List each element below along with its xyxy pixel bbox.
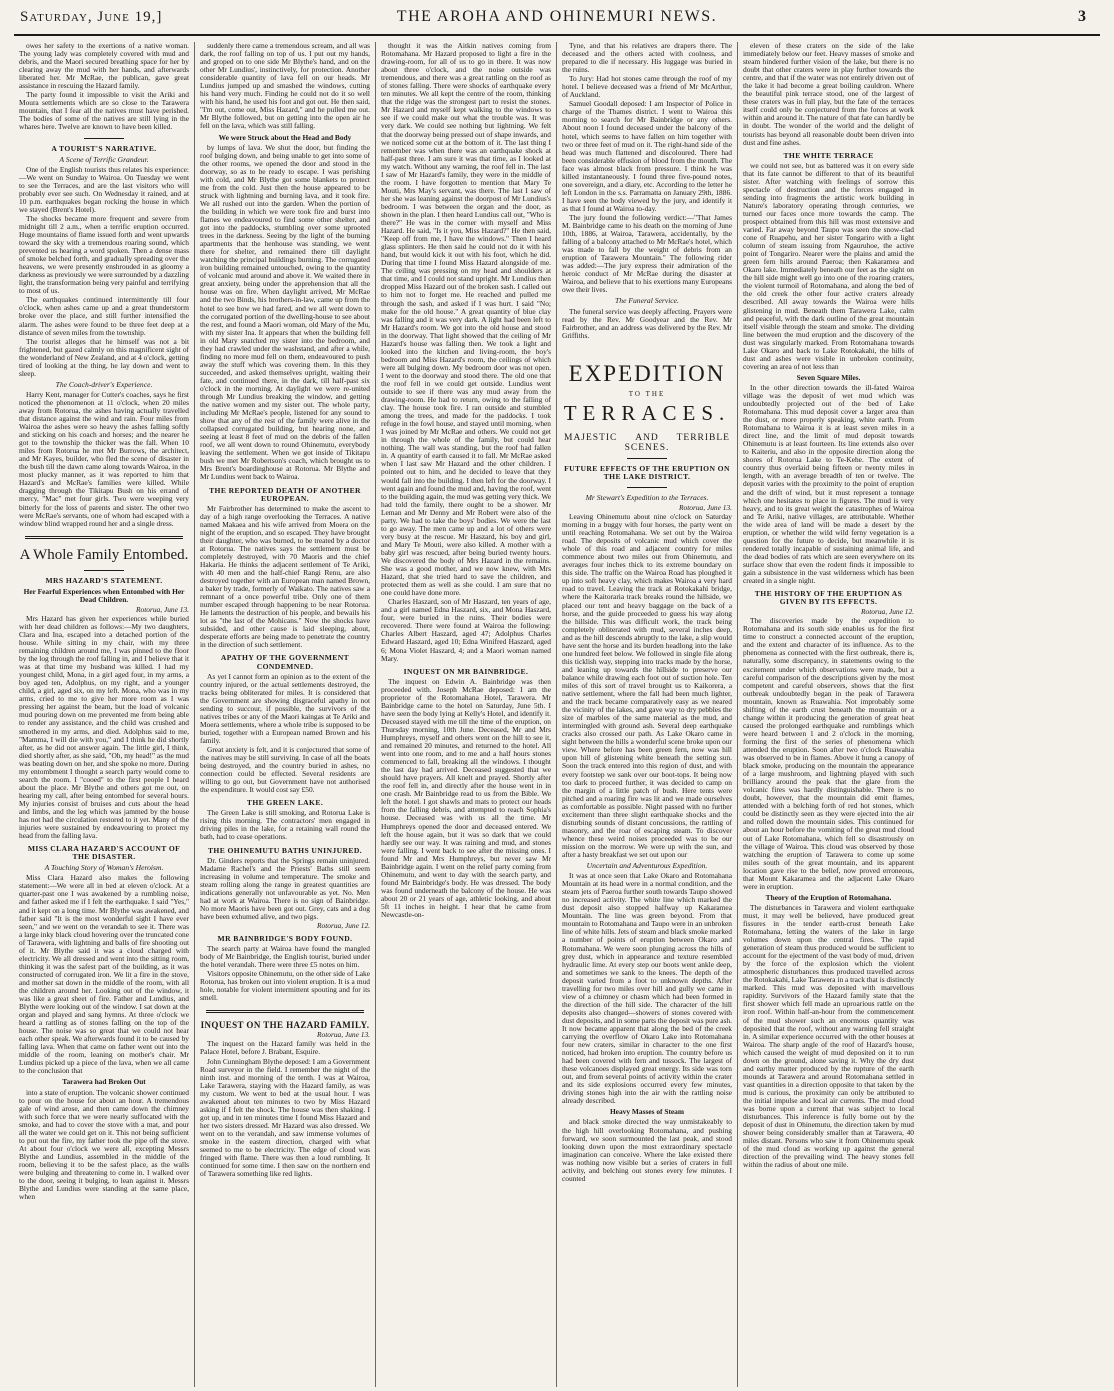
paragraph: eleven of these craters on the side of the lake immediately below our feet. Heavy masses of smoke and steam hindered further vision of the lake, but there is no doubt that other craters were in play further towards the centre, and that if the water was not entirely driven out of the lake it had become a great boiling cauldron. Where the beautiful pink terrace stood, one of the largest of these craters was in full play, but the fate of the terraces itself could only be conjectured from the forces at work within and around it. The nature of that fate can hardly be in doubt. The wonder of the world and the delight of tourists has beyond all reasonable doubt been driven into dust and fine ashes.	[743, 42, 914, 147]
paragraph: Miss Clara Hazard also makes the following statement:—We were all in bed at eleven o'clock. At a quarter-past one I was awakened by a rumbling noise, and father asked me if I felt the earthquake. I said "Yes," and it kept on a long time. Mr Blythe was awakened, and father said "It is the most wonderful sight I have ever seen," and we went on the verandah to see it. There was a large inky black cloud hovering over the truncated cone of Tarawera, with lightning and balls of fire shooting out of it. Mr Blythe said it was a cloud charged with electricity. We all dressed and went into the sitting room, thinking it was the safest part of the building, as it was constructed of corrugated iron. We lit a fire in the stove, and mother sat down in the middle of the room, with all the children around her. Looking out of the window, it was like a great sheet of fire. Father and Lundius, and Blythe were looking out of the window. I sat down at the organ and played and sang hymns. At three o'clock we heard a rattling as of stones falling on the top of the house. The noise was so great that we could not hear each other speak. We afterwards found it to be caused by falling lava. When that came on father went out into the middle of the room, leaning on mother's chair. Mr Lundius picked up a piece of the lava, when we all came to the conclusion that	[19, 873, 189, 1076]
paragraph: The earthquakes continued intermittently till four o'clock, when ashes came up and a great thunderstorm broke over the place, and still further intensified the alarm. The ashes were found to be three feet deep at a distance of seven miles from the township.	[19, 295, 189, 337]
subheading: A Scene of Terrific Grandeur.	[59, 154, 149, 164]
expedition-headline	[562, 360, 732, 452]
paragraph: The jury found the following verdict:—"That James M. Bainbridge came to his death on the morning of June 10th, 1886, at Wairoa, Tarawera, accidentally, by the falling of a balcony attached to Mr McRae's hotel, which was made to fall by the weight of debris from an eruption of Tarawera Mountain." The following rider was added:—The jury express their admiration of the heroic conduct of Mr McRae during the disaster at Wairoa, and believe that to his exertions many Europeans owe their lives.	[562, 212, 732, 295]
expedition-title: EXPEDITION	[568, 360, 726, 386]
paragraph: The Green Lake is still smoking, and Rotorua Lake is rising this morning. The contractors' men engaged in driving piles in the lake, for a retaining wall round the bath, had to cease operations.	[200, 808, 370, 842]
paragraph: Leaving Ohinemutu about nine o'clock on Saturday morning in a buggy with four horses, the party went on until reaching Rotomahana. We set out by the Wairoa road. The deposits of volcanic mud which cover the whole of this road and adjacent country for miles commence about two miles out from Ohinemutu, and averages four inches thick to its extreme boundary on this side. The traffic on the Wairoa Road has ploughed it up into soft heavy clay, which makes Wairoa a very hard road to travel. Leaving the track at Rotokakahi bridge, where the Kaitoraria track breaks round the hillside, we placed our tent and heavy baggage on the back of a horse, and the guide proceeded to guess his way along the hillside. This was difficult work, the track being completely obliterated with mud, several inches deep, and as the hill descends abruptly to the lake, a slip would have sent the horse and its burden headlong into the lake one hundred feet below. We followed in single file along this ticklish way, stepping into tracks made by the horse, and leaning up towards the hillside to preserve our balance while drawing each foot out of suction hole. Ten miles of this sort of travel brought us to Kaikorera, a native settlement, where the fall had been much lighter, and the track became comparatively easy as we neared the vicinity of the lakes, and gave way to dry pebbles the size of marbles of the same material as the mud, and intermingled with ground ash. Several deep earthquake cracks also crossed our path. As Lake Okaro came in sight between the hills a wonderful scene broke upon our view. Where before has been green fern, now was hill upon hill of glistening white beneath the setting sun. Soon the track entered into this region of dust, and with every footstep we sank over our boot-tops. It being now too dark to proceed further, it was decided to camp on the margin of a little patch of bush. Here tents were pitched and a roaring fire was lit and we made ourselves as comfortable as possible. Night passed with no further excitement than three slight earthquake shocks and the disturbing sounds of distant concussions, the rattling of masonry, and the roar of escaping steam. To discover whence these weird noises proceeded was to be our mission on the morrow. We were up with the sun, and after a hasty breakfast we set out upon our	[562, 512, 732, 859]
paragraph: Dr. Ginders reports that the Springs remain uninjured. Madame Rachel's and the Priests' Baths still seem increasing in volume and temperature. The smoke and steam rolling along the range in greatest quantities are indications generally not unfavourable as yet. No. Men had at work at Wairoa. There is no sign of Bainbridge. No more Maoris have been got out. Grey, cats and a dog have been exhumed alive, and two pigs.	[200, 855, 370, 921]
section-heading: A TOURIST'S NARRATIVE.	[51, 143, 157, 153]
subtitle-word: MAJESTIC	[564, 432, 618, 443]
expedition-subtitle	[562, 434, 732, 442]
masthead	[0, 0, 1114, 38]
subheading: Mr Stewart's Expedition to the Terraces.	[585, 492, 709, 502]
section-heading: THE HISTORY OF THE ERUPTION AS GIVEN BY ITS EFFECTS.	[754, 589, 903, 607]
subheading: Seven Square Miles.	[796, 372, 861, 382]
dateline: Rotorua, June 13.	[136, 604, 189, 614]
paragraph: One of the English tourists thus relates his experience:—We went on Sunday to Wairoa. On Tuesday we went to see the Terraces, and are the last visitors who will probably ever see such. On Wednesday it rained, and at 10 p.m. earthquakes began rocking the house in which we stayed (Brent's Hotel).	[19, 164, 189, 214]
paragraph: The inquest on the Hazard family was held in the Palace Hotel, before J. Brabant, Esquire.	[200, 1039, 370, 1057]
section-heading: FUTURE EFFECTS OF THE ERUPTION ON THE LAKE DISTRICT.	[564, 463, 730, 481]
paragraph: into a state of eruption. The volcanic shower continued to pour on the house for about an hour. A tremendous gale of wind arose, and then came down the chimney with such force that we were nearly suffocated with the smoke, and had to cover the stove with a mat, and pour all the water we could get on it. This not being sufficient to put out the fire, my father took the pipe off the stove. At about four o'clock we were all, excepting Messrs Blythe and Lundius, assembled in the middle of the room, believing it to be the safest place, as the walls were bulging and threatening to come in. I walked over to the door, seeing it bulging, to lean against it. Messrs Blythe and Lundius were standing at the same place, when	[19, 1087, 189, 1202]
headline: A Whole Family Entombed.	[19, 546, 189, 563]
subheading: We were Struck about the Head and Body	[218, 132, 352, 142]
newspaper-title: THE AROHA AND OHINEMURI NEWS.	[396, 8, 718, 25]
paragraph: It was at once seen that Lake Okaro and Rotomahana Mountain at its head were in a normal condition, and the steam jets of Paeroa further south towards Taupo showed no increased activity. The white line which marked the dust deposit also stopped halfway up Kakaramea Mountain. The line was green beyond. From that mountain to Rotomahana and Taupo were in an unbroken line of white hills. Jets of steam and black smoke marked a number of points of eruption between Okaro and Rotomahana. We were soon plunging across the hills of grey dust, which in appearance and texture resembled hydraulic lime. At every step our boots went ankle deep, and sometimes we sank to the knees. The depth of the deposit varied from a foot to unknown depths. After travelling for two miles over hill and gully we came in view of a chimney or chasm which had been formed in the direction of the hill side. The character of the hill deposits also changed—showers of stones covered with dust deposits, and in some parts the deposit was pure ash. It now became apparent that along the bed of the creek carrying the overflow of Okaro Lake into Rotomahana four new craters, similar in character to the one first noticed, had broken into eruption. The country before us had been covered with fern and tussock. The largest of these volcanoes displayed great energy. Its side was torn out, and from several points of activity within the crater and its side explosions occurred every few minutes, driving stones high into the air with the rattling noise already described.	[562, 871, 732, 1106]
section-heading: THE REPORTED DEATH OF ANOTHER EUROPEAN.	[209, 485, 361, 503]
paragraph: Mr Fairbrother has determined to make the ascent to day of a high range overlooking the Terraces. A native named Makaea and his wife arrived from Moera on the night of the eruption, and so escaped. They have brought their daughter, who was burned, to be treated by a doctor at Rotorua. The natives says the settlement must be completely destroyed, with 70 Maoris and the chief Hakaria. He thinks the adjacent settlement of Te Ariki, with 40 men and the half-chief Rangi Renu, are also destroyed together with an European man named Brown, a baker by trade, formerly of Waikato. The natives saw a remnant of a once powerful tribe. Only one of them number escaped through happening to be near Rotorua. He laments the destruction of his people, and bewails his lot as "the last of the Mohicans." Now the shocks have subsided, and other cause is laid sleeping, about, desperate efforts are being made to penetrate the country in the direction of such settlement.	[200, 503, 370, 650]
section-heading: INQUEST ON THE HAZARD FAMILY.	[200, 1020, 370, 1031]
paragraph: John Cunningham Blythe deposed: I am a Government Road surveyor in the field. I remember the night of the ninth inst. and morning of the tenth. I was at Wairoa, Lake Tarawera, staying with the Hazard family, as was my custom. We went to bed at the usual hour. I was awakened about ten minutes to two by Miss Hazard asking if I felt the shock. The house was then shaking. I got up, and in ten minutes time I found Miss Hazard and her two sisters dressed. Mr Hazard was also dressed. We went on to the verandah, and saw immense volumes of smoke in the eastern direction, charged with what seemed to me to be electricity. The edge of cloud was fringed with flame. There was then a loud rumbling. It continued for some time. I then saw on the northern end of Tarawera something like red lights.	[200, 1056, 370, 1179]
paragraph: Great anxiety is felt, and it is conjectured that some of the natives may be still surviving. In case of all the boats being destroyed, and the country buried in ashes, no connection could be effected. Several residents are willing to go out, but Government have not authorised the expenditure. It would cost say £50.	[200, 744, 370, 795]
paragraph: suddenly there came a tremendous scream, and all was dark, the roof falling on top of us. I put out my hands, and groped on to one side Mr Blythe's hand, and on the other Mr Lundius', instinctively, for protection. Another considerable quantity of lava fell on our heads. Mr Lundius jumped up and smashed the windows, cutting his hand very much. Finding he could not do it so well with his hand, he used his foot and got out. He then said, "I'm out, come out, Miss Hazard," and he pulled me out. Mr Blythe followed, but on getting into the open air he fell on the lava, which was still falling.	[200, 42, 370, 131]
column-5	[738, 42, 919, 1387]
paragraph: owes her safety to the exertions of a native woman. The young lady was completely covered with mud and debris, and the Maori secured breathing space for her by clearing away the mud with her hands, and afterwards liberated her. Mr McRae, the publican, gave great assistance in rescuing the Hazard family.	[19, 42, 189, 91]
paragraph: Charles Haszard, son of Mr Haszard, ten years of age, and a girl named Edna Haszard, six, and Mona Haszard, four, were buried in the ruins. Their bodies were recovered. There were found at Wairoa the following: Charles Albert Haszard, aged 47; Adolphus Charles Edward Haszard, aged 10; Edna Winifred Haszard, aged 6; Mona Violet Haszard, 4; and a Maori woman named Mary.	[381, 597, 551, 663]
divider	[627, 487, 667, 488]
paragraph: Harry Kent, manager for Cutter's coaches, says he first noticed the phenomenon at 11 o'clock, when 20 miles away from Rotorua, the ashes having actually travelled that distance against the wind and rain. Four miles from Wairoa the ashes were so heavy the ashes falling softly and sticking on his coach and horses; and the nearer he got to the township the thicker was the fall. When 10 miles from Rotorua he met Mr Burrows, the architect, and Mr Kayes, builder, who fled the scene of disaster in the bush till the dawn came along towards Wairoa, in the most plucky manner, as it was reported to him that Hazard's and McRae's families were killed. While dragging through the Tikitapu Bush on his errand of mercy, "Mac" met four girls. Two were weeping very bitterly for the loss of parents and sister. The other two were McRae's servants, one of whom had escaped with a window blind wrapped round her and a single dress.	[19, 389, 189, 528]
issue-date: Saturday, June 19,]	[20, 9, 163, 25]
section-heading: THE WHITE TERRACE	[783, 150, 874, 160]
subheading: Tarawera had Broken Out	[62, 1077, 146, 1087]
paragraph: Tyne, and that his relatives are drapers there. The deceased and the others acted with coolness, and prepared to die if necessary. His luggage was buried in the ruins.	[562, 42, 732, 75]
section-heading: THE OHINEMUTU BATHS UNINJURED.	[207, 845, 363, 855]
page-number: 3	[1078, 8, 1086, 25]
subheading: Her Fearful Experiences when Entombed with Her Dead Children.	[23, 586, 185, 604]
paragraph: The disturbances in Tarawera and violent earthquake must, it may well be believed, have produced great fissures in the tender earth-crust beneath Lake Rotomahana, letting the waters of the lake in large volumes down upon the central fires. The rapid generation of steam thus produced would be sufficient to account for the ejectment of the vast body of mud, driven by the force of the explosion which the violent atmospheric disturbances thus produced travelled across the Rotokakahi, Lake Tarawera in a track that is distinctly marked. This mud was deposited with marvellous rapidity. Survivors of the Hazard family state that the first shower which fell made an uproarious rattle on the iron roof. Within half-an-hour from the commencement of the mud shower such an enormous quantity was deposited that the roof, without any warning fell straight in. A similar experience occurred with the other houses at Wairoa. The sharp angle of the roof of Hazard's house, which caused the weight of mud deposited on it to run down on the ground, alone saving it. Why the dry dust and earthy matter produced by the rupture of the earth mounds at Tarawera and around Rotomahana settled in vast quantities in a direction opposite to that taken by the mud is curious, the proximity can only be attributed to the initial impulse and local air currents. The mud cloud was borne upon a current that was subject to local disturbances. This inference is fully borne out by the deposit of dust in Ohinemutu, the direction taken by mud shower being considerably smaller than at Tarawera, 40 miles distant. Persons who saw it from Ohinemutu speak of the mud cloud as working up against the general direction of the prevailing wind. The heavy stones fell within the radius of about one mile.	[743, 902, 914, 1170]
subheading: Theory of the Eruption of Rotomahana.	[765, 892, 892, 902]
paragraph: The inquest on Edwin A. Bainbridge was then proceeded with. Joseph McRae deposed: I am the proprietor of the Rotomahana Hotel, Tarawera. Mr Bainbridge came to the hotel on Saturday, June 5th. I have seen the body lying at Kelly's Hotel, and identify it. Deceased stayed with me till the time of the eruption, on Thursday morning, 10th June. Deceased, Mr and Mrs Humphreys, myself and others went on the hill to see it, and remained 20 minutes, and returned to the hotel. All went into one room, and to me and a half hours stones commenced to fall, breaking all the windows. I thought the last day had arrived. Deceased suggested that we should have prayers. All knelt and prayed. Shortly after the roof fell in, and directly after the house went in in one crash. Mr Bainbridge read to us from the Bible. We left the hotel. I got shawls and mats to protect our heads from the falling debris, and attempted to reach Sophia's house. Deceased was with us all the time. Mr Humphreys opened the door and deceased entered. We left the house again, but it was so dark that we could hardly see our way. It was raining and mud, and stones were falling. I went back to see after the missing ones. I found Mr and Mrs Humphreys, but never saw Mr Bainbridge again. I went on the relief party coming from Ohinemutu, and went to day with the search party, and found Mr Bainbridge's body. He was dressed. The body was found underneath the balcony of the house. He was about 20 or 21 years of age, athletic looking, and about 5ft 11 inches in height. I hear that he came from Newcastle-on-	[381, 676, 551, 920]
paragraph: The party found it impossible to visit the Ariki and Moura settlements which are so close to the Tarawera mountain, that I fear all the natives must have perished. The bodies of some of the natives are still lying in the whares here. Twelve are known to have been killed.	[19, 90, 189, 132]
paragraph: The funeral service was deeply affecting. Prayers were read by the Rev. Mr Goodyear and the Rev. Mr Fairbrother, and an address was delivered by the Rev. Mr Griffiths.	[562, 306, 732, 340]
dateline: Rotorua, June 12.	[861, 607, 914, 617]
section-heading: MRS HAZARD'S STATEMENT.	[45, 575, 163, 585]
paragraph: In the other direction towards the ill-fated Wairoa village was the deposit of wet mud which was undoubtedly projected out of the bed of Lake Rotomahana. This mud deposit cover a larger area than the dust, or more properly speaking, white earth. From Rotomahana to Wairoa it is at least seven miles in a direct line, and the limit of mud deposit towards Ohinemutu is at least fourteen. Its line extends also over to Kaiteriu, and also in the opposite direction along the shores of Rotorua Lake to Te-Kehe. The extent of country thus overlaid being fifteen or twenty miles in length, with an average breadth of ten or twelve. The deposit varies with the proximity to the point of eruption and the drift of wind, but it must represent a tonnage which one hesitates to place in figures. The mud is very heavy, and to its great weight the catastrophes of Wairoa and Te Ariki, native villages, are attributable. Whether the wide area of land will be made a desert by the eruption, or whether the wild wild ferny vegetation is a question for the future to decide, but meanwhile it is rendered totally incapable of sustaining animal life, and the dead bodies of rats which are seen everywhere on its surface show that even the rodent finds it impossible to gain a subsistence in the vast wilderness which has been created in a single night.	[743, 382, 914, 586]
column-2	[195, 42, 376, 1387]
subheading: The Coach-driver's Experience.	[55, 379, 153, 389]
subheading: A Touching Story of Woman's Heroism.	[44, 863, 164, 873]
article-columns	[14, 42, 1100, 1387]
subheading: Heavy Masses of Steam	[609, 1107, 685, 1117]
masthead-rule	[14, 34, 1100, 36]
expedition-terraces: TERRACES.	[563, 400, 731, 425]
divider	[84, 138, 124, 139]
divider	[627, 458, 667, 459]
section-heading: MISS CLARA HAZARD'S ACCOUNT OF THE DISASTER.	[27, 844, 181, 862]
double-divider	[25, 536, 183, 539]
subtitle-word: TERRIBLE	[676, 432, 730, 443]
expedition-scenes: SCENES.	[624, 442, 670, 453]
paragraph: Mrs Hazard has given her experiences while buried with her dead children as follows:—My two daughters, Clara and Ina, escaped into a detached portion of the house. While sitting in my chair, with my three remaining children around me, I was pinned to the floor by the log through the roof falling in, and I believe that it was at that time my husband was killed. I had my youngest child, Mona, in a girl aged four, in my arms, a boy aged ten, Adolphus, on my right, and a younger child, a girl, aged six, on my left. Mona, who was in my arms, cried to me to give her more room as I was pressing her against the beam, but the load of volcanic mud pouring down on me prevented me from being able to render any assistance, and the child was crushed and smothered in my arms, and died. Adolphus said to me, "Mamma, I will die with you," and I think he did shortly after, as he did not answer again. The little girl, I think, died shortly after, as she said, "Oh, my head!" as the mud was beating down on her, and she spoke no more. During my entombment I thought a search party would come to search the room. I "cooed" to the first people I heard about the place. Mr Blythe and others got me out, on hearing my call, after being entombed for several hours. My injuries consist of bruises and cuts about the head and limbs, and the leg which was jammed by the house has not had the circulation restored to it yet. Many of the injuries were sustained by endeavouring to protect my head from the falling lava.	[19, 613, 189, 841]
column-4	[557, 42, 738, 1387]
paragraph: The shocks became more frequent and severe from midnight till 2 a.m., when a terrific eruption occurred. Huge mountains of flame issued forth and went upwards toward the sky with a tremendous roaring sound, which prevented us hearing a word spoken. Then a dense mass of smoke belched forth, and gradually spreading over the heavens, we were presently enshrouded in as gloomy a darkness as previously we were surrounded by a dazzling light, the transformation being very painful and terrifying to most of us.	[19, 213, 189, 296]
double-divider	[206, 1010, 364, 1013]
paragraph: thought it was the Aitkin natives coming from Rotomahana. Mr Hazard proposed to light a fire in the drawing-room, for all of us to go in there. It was now about three o'clock, and the noise outside was tremendous, and there was a great rattling on the roof as of stones falling. There were shocks of earthquake every ten minutes. We all kept the centre of the room, thinking that the ridge was the strongest part to resist the stones. Mr Hazard and myself kept walking to the windows to see if we could make out what the trouble was. It was very dark. We could see nothing but lightning. We felt that the doorway being pressed out of shape inwards, and we noticed some cut at the bottom of it. The last thing I remember was when there was an earthquake shock at half-past three. I am sure it was that time, as I looked at my watch. Without any warning, the roof fell in. The last I saw of Mr Hazard's family, they were in the middle of the room. I have forgotten to mention that Mary Te Mouti, Mrs May's servant, was there. The last I saw of her she was leaning against the doorpost of Mr Lundius's bedroom. I was between the organ and the door, as shown in the plan. I then heard Lundius call out, "Who is there?" He was in the corner with myself and Miss Hazard. He said, "Is it you, Miss Hazard?" He then said, "Keep off from me, I have the windows." Then I heard glass splinters. He then said he could not do it with his hand, but would kick it out with his foot, which he did. During that time I found Miss Hazard alongside of me. The ceiling was pressing on my head and shoulders at that time, and I could not stand upright. Mr Lundius then dropped Miss Hazard out of the broken sash. I called out to him not to forget me. He reached and pulled me through the sash, and asked if I was hurt. I said "No; make for the old house." A great quantity of blue clay was falling and it was very dark. A light had been left to Mr Hazard's room. We got into the old house and stood in the doorway. That light showed that the ceiling of Mr Hazard's house was falling then. We took a light and looked into the kitchen and living-room, the boy's bedroom and Miss Hazard's room, the ceilings of which were all bulging down. My bedroom door was not open. I went to the doorway and stood there. The old one that the roof fell in we could get outside. Lundius went outside to see if there was any mud away from the drawing-room. He had to return, owing to the falling of clay. The house took fire. I ran outside and stumbled among the trees, and made for the paddocks. I took refuge in the fowl house, and stayed until morning, when I was joined by Mr McRae and others. We could not get in through the whole of the family, but could hear nothing. The wall was standing, but the roof had fallen in. A quantity of earth caused it to fall. Mr McRae asked when I last saw Mr Hazard and the other children. I pointed out to him, and he decided to leave that they would fall into the building. I then left for the doorway. I went again and found the mud and, having the roof, went to the building again, the mud was getting very thick. We had told the family, there ought to be a shower. Mr Leman and Mr Denny and Mr Robert were also of the party. We had to take the boys' bodies. We were the last to go away. The men came up and a lot of others were very busy at the rescue. Mr Haszard, his boy and girl, and Mary Te Mouti, were also killed. A mother with a baby girl was rescued, after being buried twenty hours. We discovered the body of Mrs Hazard in the remains. She was a good mother, and we now knew, with Mrs Hazard, that she tried hard to save the children, and protected them as well as she could. I am sure that no one could have done more.	[381, 42, 551, 598]
expedition-to: TO THE	[628, 389, 666, 398]
section-heading: APATHY OF THE GOVERNMENT CONDEMNED.	[220, 653, 350, 671]
paragraph: and black smoke directed the way unmistakeably to the high hill overlooking Rotomahana, and pushing forward, we soon surmounted the last peak, and stood looking down upon the most extraordinary spectacle imagination can conceive. Where the lake existed there was nothing now visible but a series of craters in full activity, and belching out stones every few minutes. I counted	[562, 1117, 732, 1183]
section-heading: INQUEST ON MR BAINBRIDGE.	[403, 666, 529, 676]
section-heading: MR BAINBRIDGE'S BODY FOUND.	[217, 933, 353, 943]
paragraph: The tourist alleges that he himself was not a bit frightened, but gazed calmly on this magnificent sight of the wonderland of New Zealand, and at 4 o'clock, getting tired of looking at the thing, he lay down and went to sleep.	[19, 336, 189, 378]
section-heading: THE GREEN LAKE.	[246, 798, 324, 808]
dateline: Rotorua, June 13.	[317, 1030, 370, 1040]
column-3	[376, 42, 557, 1387]
paragraph: The search party at Wairoa have found the mangled body of Mr Bainbridge, the English tourist, buried under the hotel verandah. There were three £5 notes on him.	[200, 944, 370, 970]
dateline: Rotorua, June 12.	[317, 920, 370, 930]
subtitle-word: AND	[635, 432, 659, 443]
paragraph: Samuel Goodall deposed: I am Inspector of Police in charge of the Thames district. I went to Wairoa this morning to search for Mr Bainbridge or any others. About noon I found deceased under the balcony of the hotel, which seems to have fallen on him together with two or three feet of mud on it. The right-hand side of the head was much flattened and discoloured. There had been considerable effusion of blood from the mouth. The face was almost black from pressure. I think he was killed instantaneously. I found three five-pound notes, one sovereign, and a diary, etc. According to the letter he left London in the s.s. Parramatta on January 29th, 1886. I have seen the body viewed by the jury, and identify it as that I found at Wairoa to-day.	[562, 99, 732, 213]
paragraph: we could not see, but as battered was it on every side that its fate cannot be different to that of its beautiful sister. After watching with feelings of sorrow this spectacle of destruction and the forces engaged in sending into fragments the artistic work building in Nature's laboratory operating through centuries, we turned our faces once more towards the camp. The prospect obtained from this hill was most extensive and varied. Far away beyond Taupo was seen the snow-clad cone of Ruapehu, and her sister Tongariro with a light column of steam issuing from Ngauruhoe, the active point of Tongariro. Nearer were the plains and amid the green fern hills around Paeroa; then Kakaramea and Okaro lake. Immediately beneath our feet as the sight on the hill side might well go into one of the roaring craters, the violent turmoil of Rotomahana, and along the bed of the old creek the other four active craters already described. All away towards the Wairoa were hills glistening in mud. Beneath them Tarawera Lake, calm and peaceful, with the dark outline of the great mountain itself visible through the steam and smoke. The dividing line between the mud eruption and the discovery of the dust was singularly marked. From Rotomahana towards Lake Okaro and back to Lake Rotokakahi, the hills of dust and ashes were visible in unbroken continuity, covering an area of not less than	[743, 160, 914, 371]
paragraph: The discoveries made by the expedition to Rotomahana and its south side enables us for the first time to construct a connected account of the eruption, and the extent and character of its influence. As to the phenomena as connected with the first outbreak, there is, naturally, some discrepancy, in statements owing to the excitement under which observations were made, but a careful comparison of the descriptions given by the most competent and careful observers, shows that the first outbreak undoubtedly began in the peak of Tarawera mountain, known as Ruawahia. Not improbably some shifting of the earth crust beneath the mountain or a change within it producing the generation of great heat caused the prolonged earthquake and rumblings which were heard between 1 and 2 o'clock in the morning, forming the first of the series of phenomena which attended the eruption. Soon after two o'clock Ruawahia was observed to be in flames. Above it hung a canopy of black smoke, producing on the mountain the appearance of a large mushroom, and lightning played with such brilliancy around the peak that the glare from the volcanic fires was hardly distinguishable. There is no doubt, however, that the mountain did emit flames, attended with a belching forth of red hot stones, which could be distinctly seen as they were ejected into the air and rolled down the mountain sides. This continued for about an hour before the vomiting of the great mud cloud out of Lake Rotomahana, which fell so disastrously on the village of Wairoa. This cloud was observed by those watching the eruption of Tarawera to come up some miles south of the great mountain, and its apparent location gave rise to the belief, now proved erroneous, that Mount Kakaramea and the adjacent Lake Okaro were in eruption.	[743, 616, 914, 891]
subheading: The Funeral Service.	[615, 296, 679, 306]
subheading: Uncertain and Adventurous Expedition.	[586, 861, 708, 871]
dateline: Rotorua, June 13.	[679, 502, 732, 512]
divider	[84, 570, 124, 571]
column-1	[14, 42, 195, 1387]
paragraph: Visitors opposite Ohinemutu, on the other side of Lake Rotorua, has broken out into violent eruption. It is a mud hole, notable for violent intermittent spouting and for its smell.	[200, 969, 370, 1003]
paragraph: As yet I cannot form an opinion as to the extent of the country injured, or the actual settlements destroyed, the tracks being obliterated for miles. It is considered that the Government are showing disgraceful apathy in not sending to succour, if possible, the survivors of the natives tribes or any of the Maori kaingas at Te Ariki and Moera settlements, where a whole tribe is supposed to be buried, together with a European named Brown and his family.	[200, 671, 370, 745]
paragraph: To Jury: Had hot stones came through the roof of my hotel. I believe deceased was a friend of Mr McArthur, of Auckland.	[562, 74, 732, 100]
paragraph: by lumps of lava. We shut the door, but finding the roof bulging down, and being unable to get into some of the other rooms, we opened the door and stood in the doorway, so as to be ready to escape. I was perishing with cold, and Mr Blythe got some blankets to protect me from the cold. Just then the house appeared to be struck with lightning and burning lava, and it took fire. We all rushed out into the garden. When the portion of the building in which we were took fire and burst into flames we endeavoured to find some other shelter, and got into the paddocks, stumbling over some uprooted trees in the darkness. Seeing by the light of the burning apartments that the henhouse was standing, we went there for shelter, and remained there till daylight watching the principal buildings burning. The corrugated iron building remained untouched, owing to the quantity of volcanic mud around and above it. We waited there in great anxiety, being under the apprehension that all the house was on fire. When daylight arrived, Mr McRae and the two Binds, his brothers-in-law, came up from the hotel to see how we had fared, and we all went down to the corrugated portion of the dwelling-house to see about the rest, and found a Maori woman, old Mary of the Mu, with my sister Ina. It appears that when the building fell in old Mary snatched my sister into the bedroom, and they had crawled under the washstand, and after a while, finding no more mud fell on them, endeavoured to push away the stuff which was covering them. In this they succeeded, and asked themselves upright, waiting their fate, and continued there, in the dark, till half-past six o'clock in the morning. At daylight we were re-united through Mr Lundius breaking the window, and getting the native women and my sister out. The whole party, including Mr McRae's people, listened for any sound to show that any of the rest of the family were alive in the collapsed corrugated building, but hearing none, and seeing at least 8 feet of mud on the debris of the fallen roof, we all went down to round Ohinemutu, everybody leaving the settlement. When we got inside of Tikitapu bush we met Mr Robertson's coach, which brought us to Mrs Brent's boardinghouse at Rotorua. Mr Blythe and Mr Lundius went back to Wairoa.	[200, 142, 370, 482]
